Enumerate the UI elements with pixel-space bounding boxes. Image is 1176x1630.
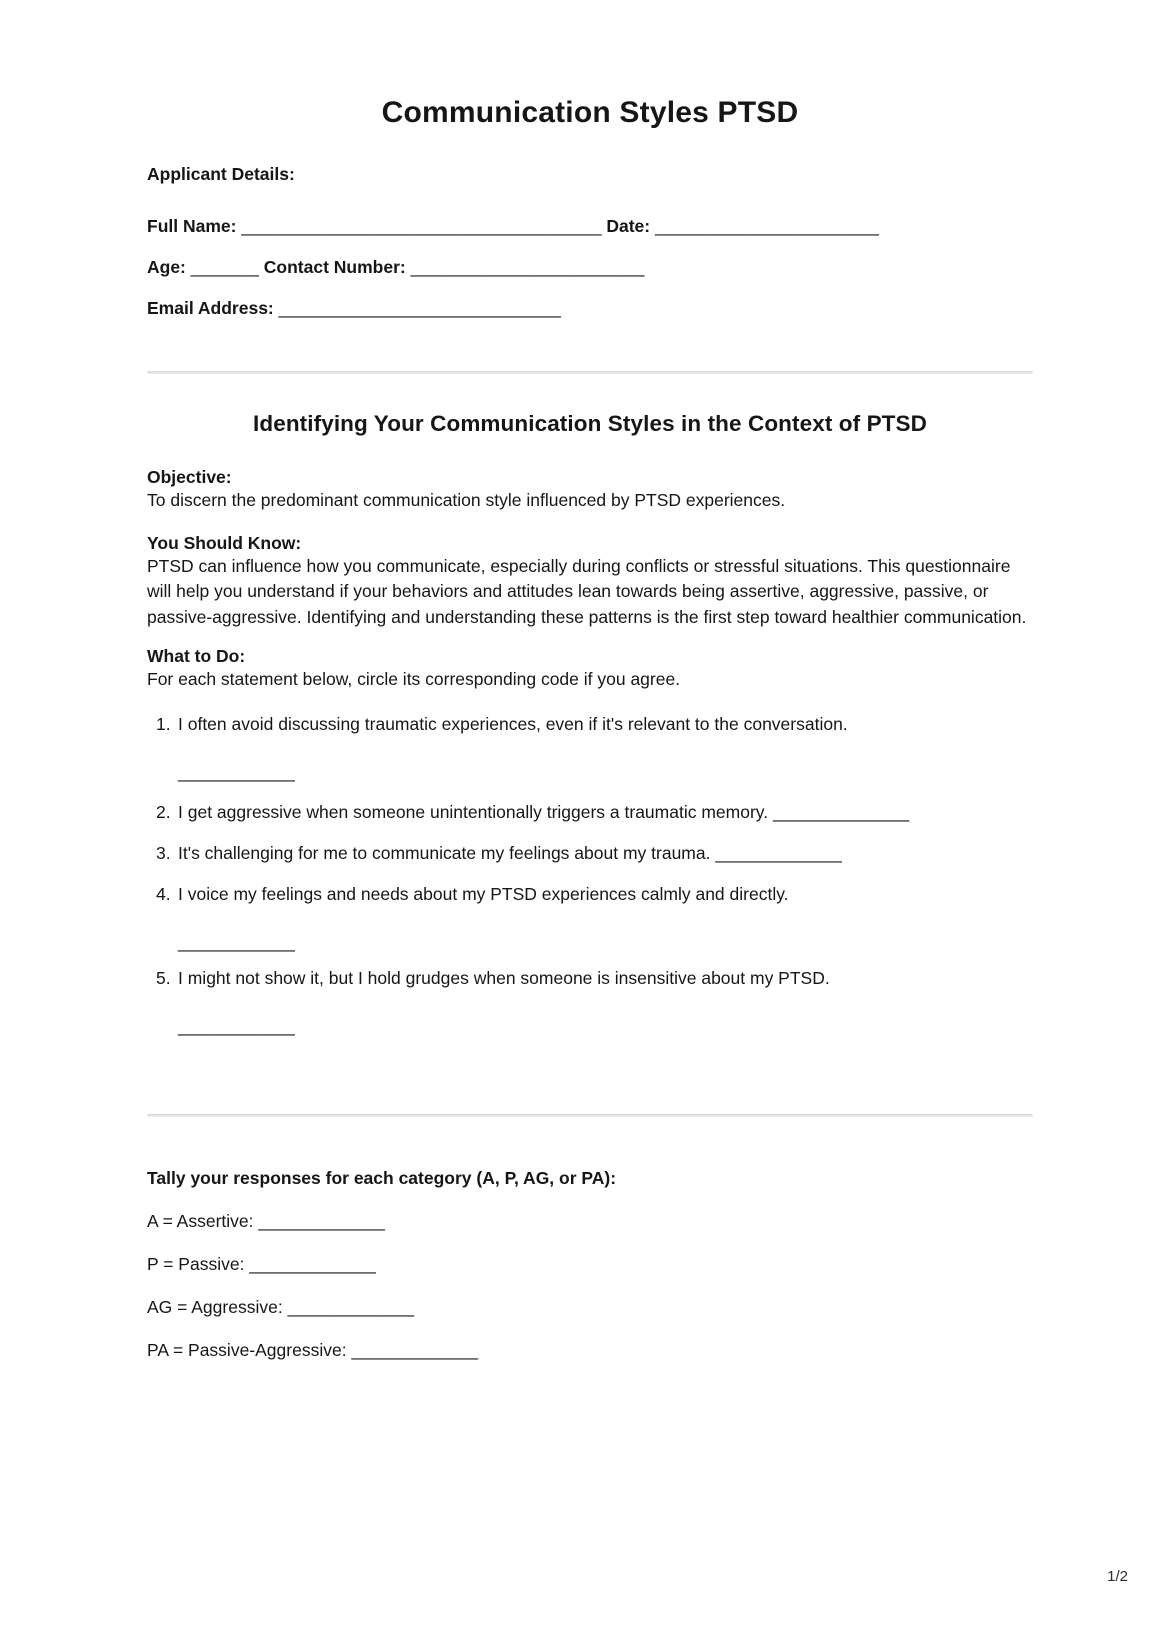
statement-number: 5. bbox=[156, 967, 171, 988]
full-name-date-row bbox=[147, 215, 1033, 237]
statement-number: 1. bbox=[156, 713, 171, 734]
passive-aggressive-label: PA = Passive-Aggressive: bbox=[147, 1339, 347, 1360]
statement-list bbox=[147, 711, 1033, 1039]
what-to-do-text: For each statement below, circle its corresponding code if you agree. bbox=[147, 669, 681, 689]
age-label: Age: bbox=[147, 257, 186, 277]
what-to-do-label: What to Do: bbox=[147, 646, 246, 666]
statement-number: 2. bbox=[156, 801, 171, 822]
email-address-blank[interactable]: _____________________________ bbox=[278, 298, 561, 318]
statement-text-content: It's challenging for me to communicate my feelings about my trauma. bbox=[178, 842, 711, 863]
statement-item-1 bbox=[147, 711, 1033, 737]
statement-text-content: I get aggressive when someone unintentionally triggers a traumatic memory. bbox=[178, 801, 769, 822]
statement-number: 3. bbox=[156, 842, 171, 863]
statement-text: I often avoid discussing traumatic experiences, even if it's relevant to the conversation. bbox=[178, 713, 848, 734]
objective-text: To discern the predominant communication style influenced by PTSD experiences. bbox=[147, 490, 786, 510]
full-name-label: Full Name: bbox=[147, 216, 237, 236]
date-label: Date: bbox=[606, 216, 651, 236]
contact-number-label: Contact Number: bbox=[263, 257, 406, 277]
statement-item-5 bbox=[147, 965, 1033, 991]
you-should-know-label: You Should Know: bbox=[147, 532, 302, 553]
aggressive-label: AG = Aggressive: bbox=[147, 1296, 283, 1317]
full-name-blank[interactable]: _____________________________________ bbox=[241, 216, 602, 236]
email-address-label: Email Address: bbox=[147, 298, 274, 318]
page-number: 1/2 bbox=[1107, 1568, 1128, 1585]
age-blank[interactable]: _______ bbox=[190, 257, 259, 277]
tally-heading: Tally your responses for each category (A, P, AG, or PA): bbox=[147, 1167, 617, 1188]
worksheet-heading: Identifying Your Communication Styles in the Context of PTSD bbox=[253, 411, 927, 436]
contact-number-blank[interactable]: ________________________ bbox=[410, 257, 645, 277]
statement-text bbox=[178, 799, 909, 825]
statement-item-2 bbox=[147, 799, 1033, 825]
statement-5-response-blank-row bbox=[147, 1013, 1033, 1039]
date-blank[interactable]: _______________________ bbox=[654, 216, 879, 236]
passive-count-blank[interactable]: _____________ bbox=[249, 1253, 376, 1274]
tally-row-passive bbox=[147, 1253, 1033, 1275]
statement-text: I might not show it, but I hold grudges when someone is insensitive about my PTSD. bbox=[178, 967, 830, 988]
page-title: Communication Styles PTSD bbox=[381, 96, 799, 129]
aggressive-count-blank[interactable]: _____________ bbox=[287, 1296, 415, 1317]
section-divider bbox=[147, 1114, 1033, 1117]
statement-text bbox=[178, 840, 842, 866]
statement-1-response-blank-row bbox=[147, 759, 1033, 785]
statement-3-response-blank[interactable]: _____________ bbox=[715, 842, 842, 863]
statement-text: I voice my feelings and needs about my PTSD experiences calmly and directly. bbox=[178, 883, 789, 904]
assertive-count-blank[interactable]: _____________ bbox=[258, 1210, 385, 1231]
statement-2-response-blank[interactable]: ______________ bbox=[772, 801, 910, 822]
age-contact-row bbox=[147, 256, 1033, 278]
statement-4-response-blank[interactable]: ____________ bbox=[178, 931, 295, 952]
statement-item-3 bbox=[147, 840, 1033, 866]
statement-item-4 bbox=[147, 881, 1033, 907]
statement-number: 4. bbox=[156, 883, 171, 904]
objective-label: Objective: bbox=[147, 467, 232, 487]
applicant-details-heading: Applicant Details: bbox=[147, 164, 295, 184]
passive-aggressive-count-blank[interactable]: _____________ bbox=[351, 1339, 478, 1360]
section-divider bbox=[147, 371, 1033, 374]
tally-row-passive-aggressive bbox=[147, 1339, 1033, 1361]
assertive-label: A = Assertive: bbox=[147, 1210, 254, 1231]
statement-4-response-blank-row bbox=[147, 929, 1033, 955]
email-row bbox=[147, 297, 1033, 319]
tally-row-assertive bbox=[147, 1210, 1033, 1232]
passive-label: P = Passive: bbox=[147, 1253, 245, 1274]
statement-5-response-blank[interactable]: ____________ bbox=[178, 1015, 295, 1036]
you-should-know-text: PTSD can influence how you communicate, especially during conflicts or stressful situations. This questionnaire will help you understand if your behaviors and attitudes lean towards being assertive, aggressive, passive, or passive-aggressive. Identifying and understanding these patterns is the first step toward healthier communication. bbox=[147, 555, 1027, 627]
tally-row-aggressive bbox=[147, 1296, 1033, 1318]
statement-1-response-blank[interactable]: ____________ bbox=[178, 761, 295, 782]
